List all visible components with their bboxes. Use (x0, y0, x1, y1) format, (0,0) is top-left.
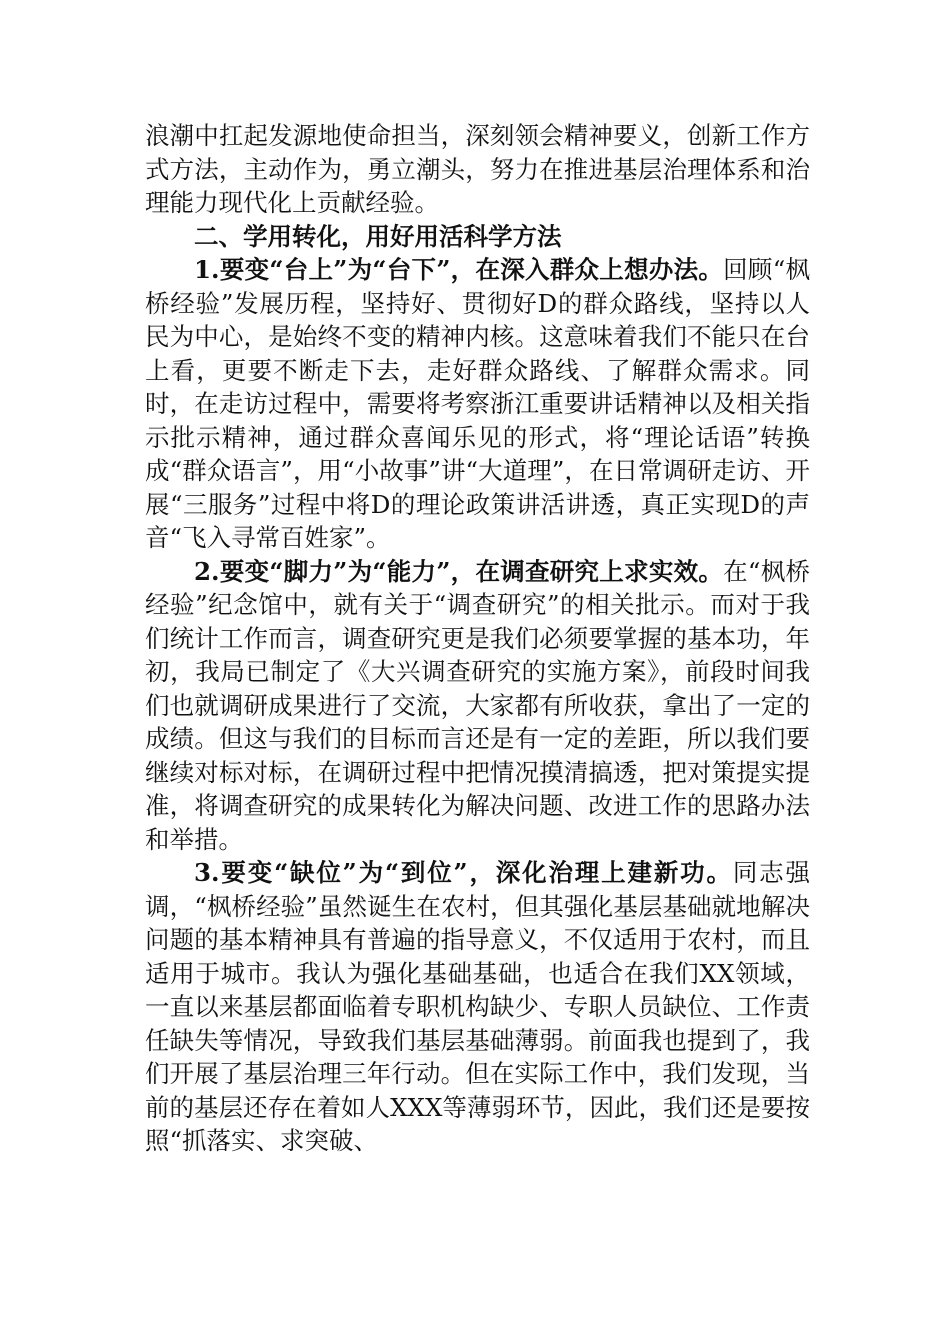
item-paragraph-3 (145, 856, 810, 1158)
item-body-3: 同志强调，“枫桥经验”虽然诞生在农村，但其强化基层基础就地解决问题的基本精神具有普遍的指导意义，不仅适用于农村，而且适用于城市。我认为强化基础基础，也适合在我们XX领域，一直以来基层都面临着专职机构缺少、专职人员缺位、工作责任缺失等情况，导致我们基层基础薄弱。前面我也提到了，我们开展了基层治理三年行动。但在实际工作中，我们发现，当前的基层还存在着如人XXX等薄弱环节，因此，我们还是要按照“抓落实、求突破、 (145, 858, 810, 1155)
item-paragraph-1 (145, 253, 810, 555)
item-paragraph-2 (145, 555, 810, 857)
item-lead-1: 1.要变“台上”为“台下”，在深入群众上想办法。 (194, 255, 724, 284)
intro-paragraph: 浪潮中扛起发源地使命担当，深刻领会精神要义，创新工作方式方法，主动作为，勇立潮头，努力在推进基层治理体系和治理能力现代化上贡献经验。 (145, 121, 810, 217)
section-heading: 二、学用转化，用好用活科学方法 (194, 221, 562, 251)
document-body (145, 119, 810, 1158)
item-body-2: 在“枫桥经验”纪念馆中，就有关于“调查研究”的相关批示。而对于我们统计工作而言，调查研究更是我们必须要掌握的基本功，年初，我局已制定了《大兴调查研究的实施方案》，前段时间我们也就调研成果进行了交流，大家都有所收获，拿出了一定的成绩。但这与我们的目标而言还是有一定的差距，所以我们要继续对标对标，在调研过程中把情况摸清搞透，把对策提实提准，将调查研究的成果转化为解决问题、改进工作的思路办法和举措。 (145, 556, 810, 854)
item-body-1: 回顾“枫桥经验”发展历程，坚持好、贯彻好D的群众路线，坚持以人民为中心，是始终不变的精神内核。这意味着我们不能只在台上看，更要不断走下去，走好群众路线、了解群众需求。同时，在走访过程中，需要将考察浙江重要讲话精神以及相关指示批示精神，通过群众喜闻乐见的形式，将“理论话语”转换成“群众语言”，用“小故事”讲“大道理”，在日常调研走访、开展“三服务”过程中将D的理论政策讲活讲透，真正实现D的声音“飞入寻常百姓家”。 (145, 255, 810, 552)
item-lead-2: 2.要变“脚力”为“能力”，在调查研究上求实效。 (194, 556, 724, 586)
item-lead-3: 3.要变“缺位”为“到位”，深化治理上建新功。 (194, 858, 733, 887)
